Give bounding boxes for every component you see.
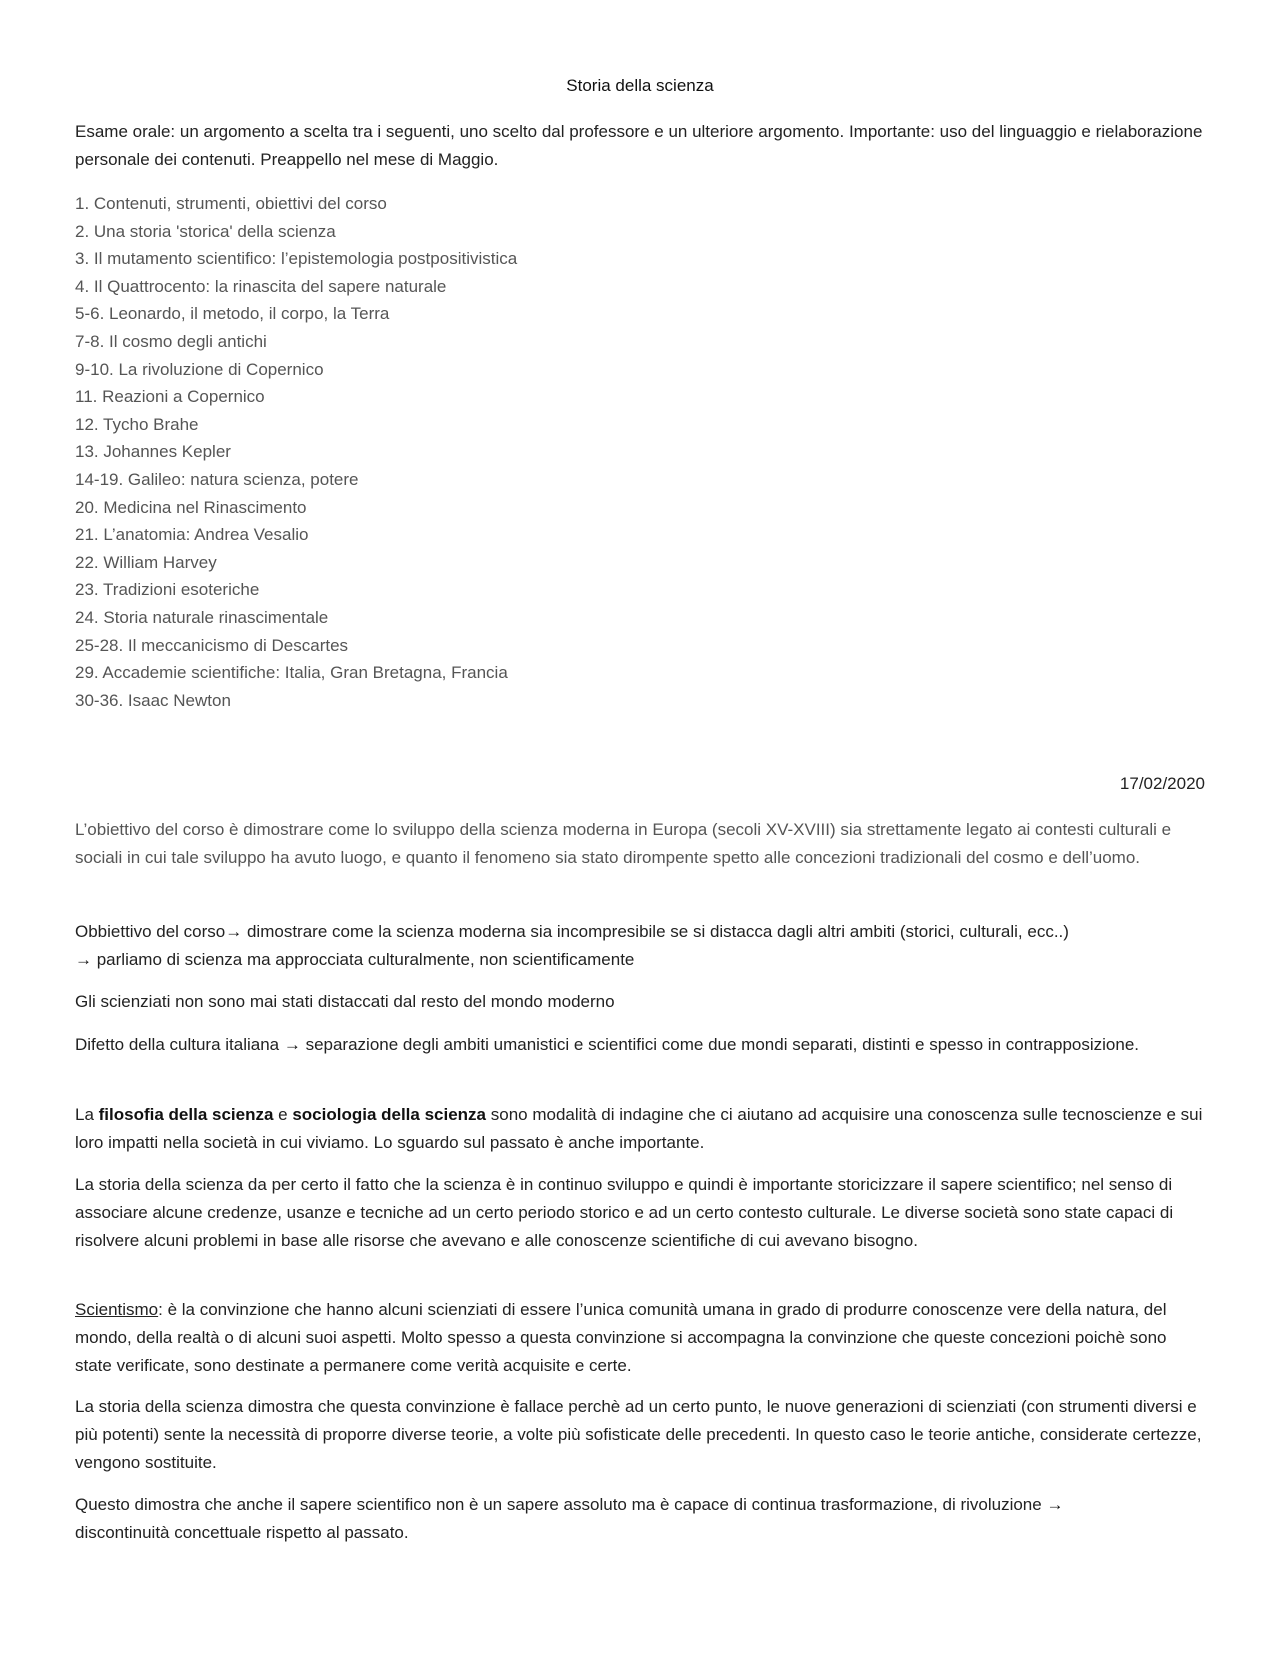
text-segment: discontinuità concettuale rispetto al passato.: [75, 1523, 409, 1542]
list-item: 1. Contenuti, strumenti, obiettivi del corso: [75, 194, 387, 213]
list-item: 2. Una storia 'storica' della scienza: [75, 221, 336, 241]
course-objective-paragraph: L’obiettivo del corso è dimostrare come lo sviluppo della scienza moderna in Europa (secoli XV-XVIII) sia strettamente legato ai contesti culturali e sociali in cui tale sviluppo ha avuto luogo, e quanto il fenomeno sia stato dirompente spetto alle concezioni tradizionali del cosmo e dell’uomo.: [75, 820, 1172, 867]
list-item: 25-28. Il meccanicismo di Descartes: [75, 635, 349, 655]
list-item: 14-19. Galileo: natura scienza, potere: [75, 469, 359, 489]
list-item: 3. Il mutamento scientifico: l’epistemologia postpositivistica: [75, 249, 518, 269]
text-segment: La: [75, 1105, 99, 1124]
document-title: Storia della scienza: [566, 76, 714, 95]
exam-intro: Esame orale: un argomento a scelta tra i seguenti, uno scelto dal professore e un ulteriore argomento. Importante: uso del linguaggio e rielaborazione personale dei contenuti. Preappello nel mese di Maggio.: [75, 122, 1203, 169]
arrow-right-icon: →: [283, 1035, 301, 1054]
arrow-right-icon: →: [225, 922, 243, 941]
text-segment: sono modalità di indagine che ci aiutano ad acquisire una conoscenza sulle tecnoscienze e sui loro impatti nella società in cui viviamo. Lo sguardo sul passato è anche importante.: [75, 1105, 1203, 1152]
list-item: 29. Accademie scientifiche: Italia, Gran Bretagna, Francia: [75, 663, 508, 683]
fallacy-paragraph: La storia della scienza dimostra che questa convinzione è fallace perchè ad un certo punto, le nuove generazioni di scienziati (con strumenti diversi e più potenti) sente la necessità di proporre diverse teorie, a volte più sofisticate delle precedenti. In questo caso le teorie antiche, considerate certezze, vengono sostituite.: [75, 1397, 1202, 1472]
topic-list: [75, 190, 1205, 714]
text-segment: Obbiettivo del corso: [75, 922, 226, 941]
list-item: 24. Storia naturale rinascimentale: [75, 607, 329, 627]
list-item: 22. William Harvey: [75, 552, 217, 572]
text-segment: e: [273, 1105, 293, 1124]
list-item: 20. Medicina nel Rinascimento: [75, 497, 307, 517]
list-item: 21. L’anatomia: Andrea Vesalio: [75, 525, 309, 545]
list-item: 5-6. Leonardo, il metodo, il corpo, la Terra: [75, 304, 390, 324]
underlined-term: Scientismo: [75, 1300, 159, 1319]
list-item: 7-8. Il cosmo degli antichi: [75, 331, 267, 351]
history-paragraph: La storia della scienza da per certo il fatto che la scienza è in continuo sviluppo e quindi è importante storicizzare il sapere scientifico; nel senso di associare alcune credenze, usanze e tecniche ad un certo periodo storico e ad un certo contesto culturale. Le diverse società sono state capaci di risolvere alcuni problemi in base alle risorse che avevano e alle conoscenze scientifiche di cui avevano bisogno.: [75, 1175, 1174, 1250]
text-segment: dimostrare come la scienza moderna sia incompresibile se si distacca dagli altri ambiti (storici, culturali, ecc..): [242, 922, 1069, 941]
text-segment: separazione degli ambiti umanistici e scientifici come due mondi separati, distinti e spesso in contrapposizione.: [300, 1035, 1139, 1054]
objective-summary-paragraph: [75, 918, 1205, 974]
bold-term: filosofia della scienza: [98, 1105, 274, 1124]
list-item: 4. Il Quattrocento: la rinascita del sapere naturale: [75, 276, 447, 296]
philosophy-paragraph: [75, 1101, 1205, 1157]
lesson-date: 17/02/2020: [1119, 774, 1205, 793]
bold-term: sociologia della scienza: [292, 1105, 487, 1124]
list-item: 30-36. Isaac Newton: [75, 690, 231, 710]
conclusion-paragraph: [75, 1491, 1205, 1547]
arrow-right-icon: →: [75, 950, 92, 969]
italian-culture-paragraph: [75, 1031, 1205, 1059]
list-item: 13. Johannes Kepler: [75, 442, 231, 462]
arrow-right-icon: →: [1046, 1495, 1064, 1514]
list-item: 11. Reazioni a Copernico: [75, 387, 265, 407]
list-item: 23. Tradizioni esoteriche: [75, 580, 260, 600]
scientists-paragraph: Gli scienziati non sono mai stati distaccati dal resto del mondo moderno: [75, 992, 615, 1011]
text-segment: Questo dimostra che anche il sapere scientifico non è un sapere assoluto ma è capace di continua trasformazione, di rivoluzione: [75, 1495, 1047, 1514]
text-segment: : è la convinzione che hanno alcuni scienziati di essere l’unica comunità umana in grado di produrre conoscenze vere della natura, del mondo, della realtà o di alcuni suoi aspetti. Molto spesso a questa convinzione si accompagna la convinzione che queste concezioni poichè sono state verificate, sono destinate a permanere come verità acquisite e certe.: [75, 1300, 1167, 1375]
text-segment: parliamo di scienza ma approcciata culturalmente, non scientificamente: [92, 950, 635, 969]
list-item: 9-10. La rivoluzione di Copernico: [75, 359, 324, 379]
text-segment: Difetto della cultura italiana: [75, 1035, 284, 1054]
scientism-paragraph: [75, 1296, 1205, 1380]
list-item: 12. Tycho Brahe: [75, 414, 199, 434]
